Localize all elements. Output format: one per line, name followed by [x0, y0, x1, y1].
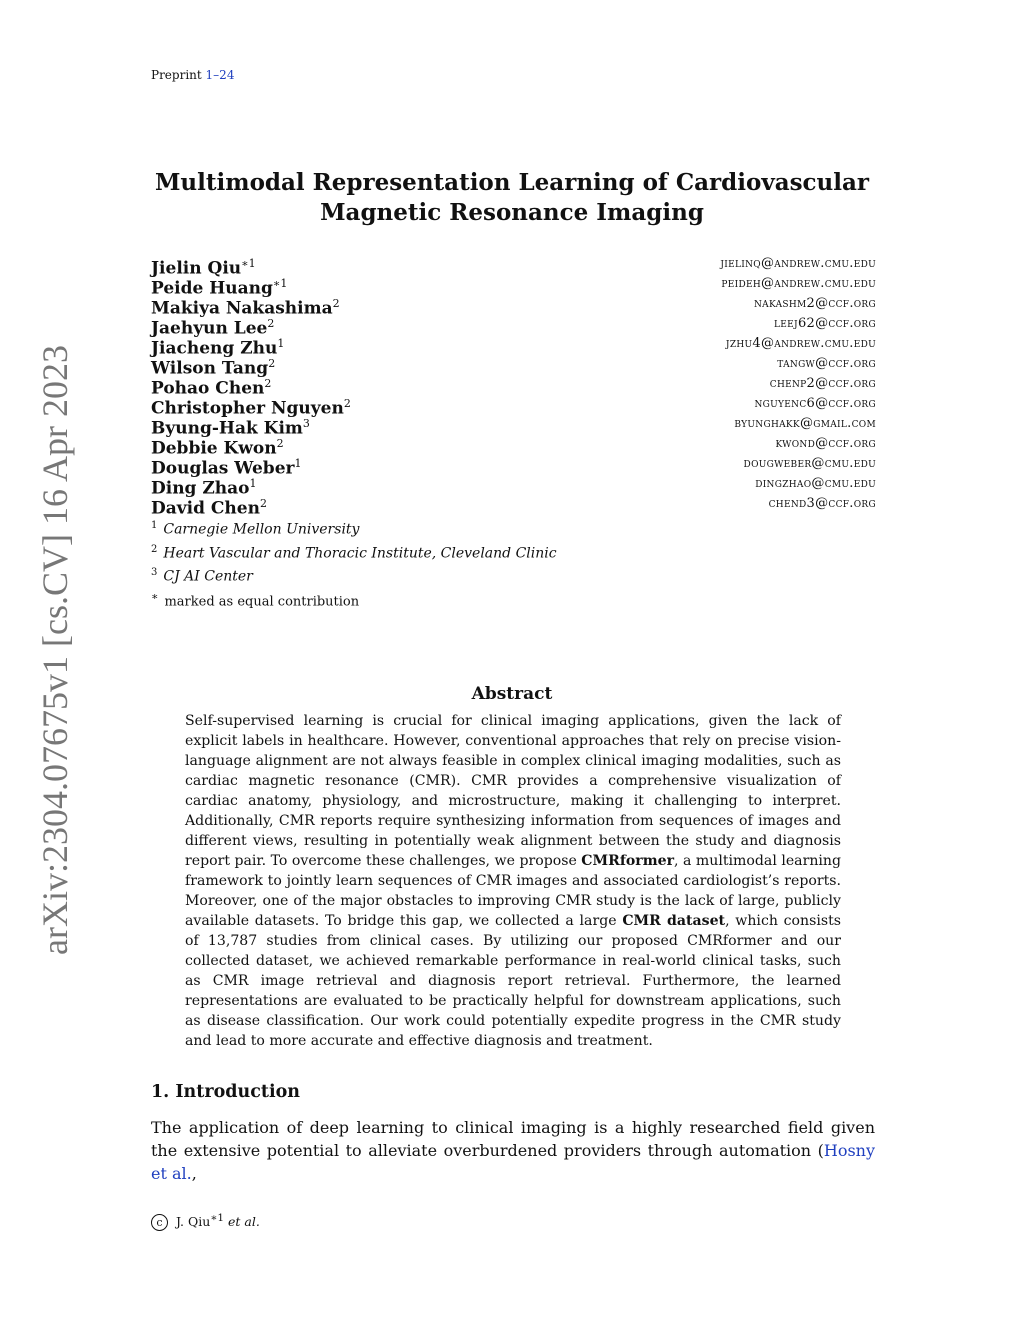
author-row — [151, 474, 876, 499]
title-line-1: Multimodal Representation Learning of Cardiovascular — [154, 169, 870, 196]
author-email: jzhu4@andrew.cmu.edu — [725, 336, 876, 351]
author-row — [151, 314, 876, 339]
affiliation-item: $^2$ Heart Vascular and Thoracic Institute, Cleveland Clinic — [151, 543, 557, 562]
author-row — [151, 274, 876, 299]
author-row — [151, 354, 876, 379]
author-name: Christopher Nguyen$^2$ — [151, 397, 351, 419]
model-name: CMRformer — [581, 853, 675, 869]
author-email: leej62@ccf.org — [774, 316, 876, 331]
paper-title — [150, 168, 874, 228]
author-email: jielinq@andrew.cmu.edu — [720, 256, 876, 271]
author-name: David Chen$^2$ — [151, 497, 267, 519]
author-row — [151, 494, 876, 519]
author-row — [151, 334, 876, 359]
author-name: Debbie Kwon$^2$ — [151, 437, 284, 459]
dataset-name: CMR dataset — [622, 913, 726, 929]
author-name: Douglas Weber$^1$ — [151, 457, 302, 479]
introduction-text: The application of deep learning to clinical imaging is a highly researched field given the extensive potential to alleviate overburdened providers through automation (Hosny et al., — [151, 1118, 875, 1183]
citation-link[interactable]: Hosny et al. — [151, 1141, 875, 1183]
author-list — [151, 254, 876, 519]
equal-contribution-note: ∗ marked as equal contribution — [151, 590, 360, 610]
author-row — [151, 454, 876, 479]
author-name: Wilson Tang$^2$ — [151, 357, 276, 379]
preprint-header — [151, 68, 234, 82]
affiliation-list — [151, 516, 557, 587]
author-email: dougweber@cmu.edu — [743, 456, 876, 471]
author-row — [151, 374, 876, 399]
author-name: Peide Huang$^{∗1}$ — [151, 277, 288, 299]
abstract-text: Self-supervised learning is crucial for clinical imaging applications, given the lack of explicit labels in healthcare. However, conventional approaches that rely on precise vision-language alignment are not always feasible in complex clinical imaging modalities, such as cardiac magnetic resonance (CMR). CMR provides a comprehensive visualization of cardiac anatomy, physiology, and microstructure, making it challenging to interpret. Additionally, CMR reports require synthesizing information from sequences of images and different views, resulting in potentially weak alignment between the study and diagnosis report pair. To overcome these challenges, we propose CMRformer, a multimodal learning framework to jointly learn sequences of CMR images and associated cardiologist’s reports. Moreover, one of the major obstacles to improving CMR study is the lack of large, publicly available datasets. To bridge this gap, we collected a large CMR dataset, which consists of 13,787 studies from clinical cases. By utilizing our proposed CMRformer and our collected dataset, we achieved remarkable performance in real-world clinical tasks, such as CMR image retrieval and diagnosis report retrieval. Furthermore, the learned representations are evaluated to be practically helpful for downstream applications, such as disease classification. Our work could potentially expedite progress in the CMR study and lead to more accurate and effective diagnosis and treatment. — [185, 713, 841, 1049]
author-row — [151, 414, 876, 439]
author-email: peideh@andrew.cmu.edu — [721, 276, 876, 291]
page-range-link[interactable]: 1–24 — [205, 68, 235, 82]
author-name: Makiya Nakashima$^2$ — [151, 297, 340, 319]
author-name: Jielin Qiu$^{∗1}$ — [151, 257, 256, 279]
affiliation-item: $^3$ CJ AI Center — [151, 567, 253, 585]
author-email: byunghakk@gmail.com — [734, 416, 876, 431]
author-email: kwond@ccf.org — [775, 436, 876, 451]
author-name: Ding Zhao$^1$ — [151, 477, 257, 499]
author-email: nakashm2@ccf.org — [753, 296, 876, 311]
author-row — [151, 394, 876, 419]
author-row — [151, 254, 876, 279]
section-heading: 1. Introduction — [151, 1082, 300, 1102]
author-email: chenp2@ccf.org — [769, 376, 876, 391]
author-name: Pohao Chen$^2$ — [151, 377, 272, 399]
affiliation-item: $^1$ Carnegie Mellon University — [151, 520, 360, 538]
author-name: Byung-Hak Kim$^3$ — [151, 417, 310, 439]
author-row — [151, 294, 876, 319]
title-line-2: Magnetic Resonance Imaging — [320, 199, 704, 226]
author-email: dingzhao@cmu.edu — [755, 476, 876, 491]
author-name: Jiacheng Zhu$^1$ — [151, 337, 285, 359]
author-email: tangw@ccf.org — [777, 356, 876, 371]
preprint-label: Preprint — [151, 68, 202, 82]
footer-copyright: c J. Qiu$^{∗1}$ et al. — [151, 1212, 260, 1231]
author-name: Jaehyun Lee$^2$ — [151, 317, 275, 339]
arxiv-id: arXiv:2304.07675v1 [cs.CV] 16 Apr 2023 — [35, 345, 75, 955]
copyright-icon: c — [151, 1214, 168, 1231]
author-email: chend3@ccf.org — [768, 496, 876, 511]
abstract-heading: Abstract — [471, 684, 553, 704]
author-row — [151, 434, 876, 459]
author-email: nguyenc6@ccf.org — [754, 396, 876, 411]
